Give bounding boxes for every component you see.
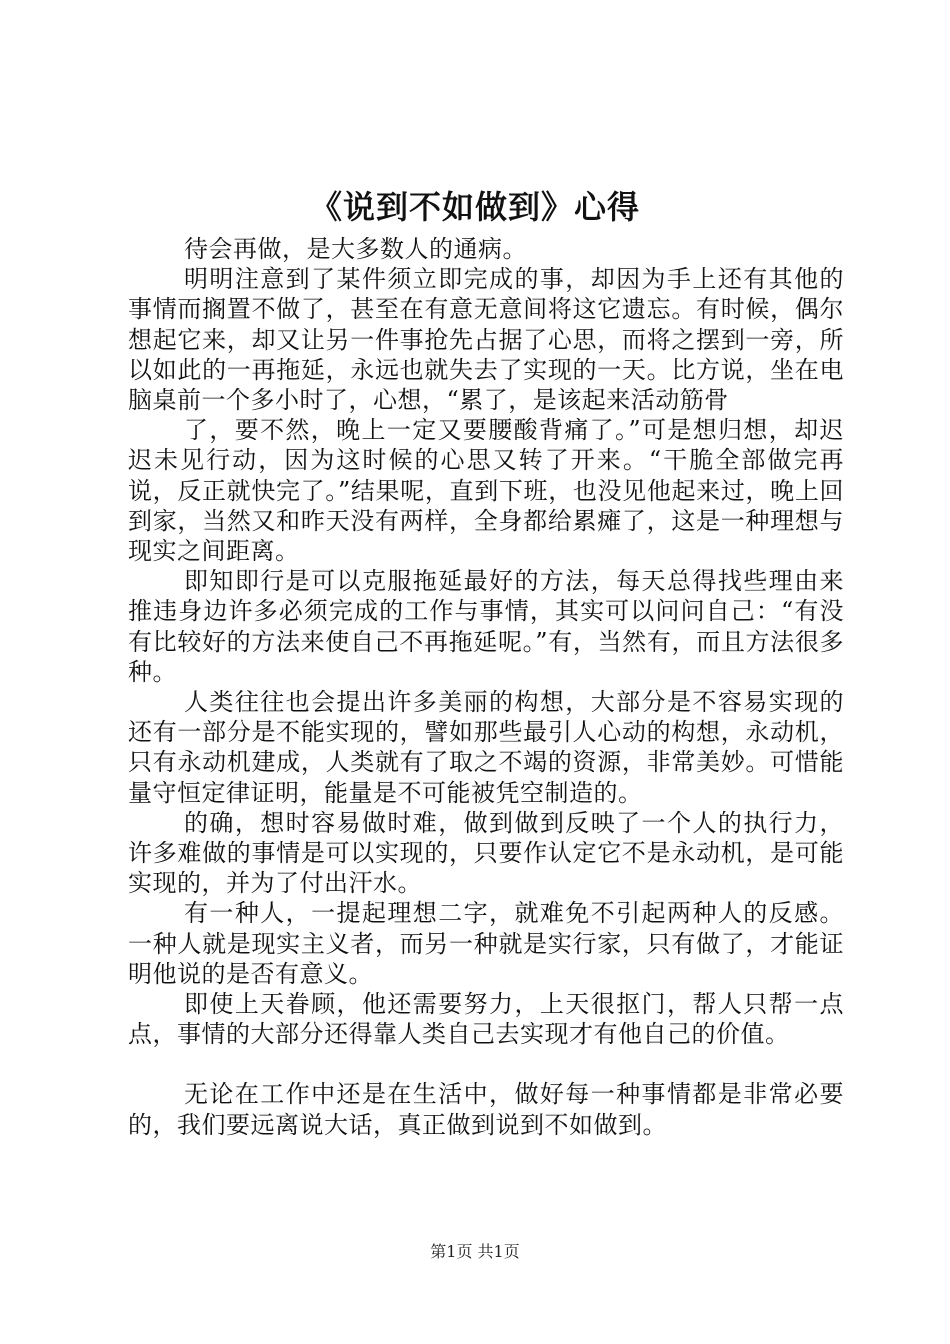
paragraph: 无论在工作中还是在生活中，做好每一种事情都是非常必要的，我们要远离说大话，真正做到说到不如做到。 bbox=[128, 1080, 844, 1139]
page-footer: 第1页 共1页 bbox=[430, 1242, 520, 1261]
paragraph: 明明注意到了某件须立即完成的事，却因为手上还有其他的事情而搁置不做了，甚至在有意无意间将这它遗忘。有时候，偶尔想起它来，却又让另一件事抢先占据了心思，而将之摆到一旁，所以如此的一再拖延，永远也就失去了实现的一天。比方说，坐在电脑桌前一个多小时了，心想，“累了，是该起来活动筋骨 bbox=[128, 265, 844, 415]
document-body bbox=[128, 234, 844, 1140]
paragraph-gap bbox=[128, 1049, 844, 1079]
paragraph: 有一种人，一提起理想二字，就难免不引起两种人的反感。一种人就是现实主义者，而另一种就是实行家，只有做了，才能证明他说的是否有意义。 bbox=[128, 899, 844, 988]
paragraph: 人类往往也会提出许多美丽的构想，大部分是不容易实现的还有一部分是不能实现的，譬如那些最引人心动的构想，永动机，只有永动机建成，人类就有了取之不竭的资源，非常美妙。可惜能量守恒定律证明，能量是不可能被凭空制造的。 bbox=[128, 688, 844, 807]
paragraph: 即知即行是可以克服拖延最好的方法，每天总得找些理由来推违身边许多必须完成的工作与事情，其实可以问问自己：“有没有比较好的方法来使自己不再拖延呢。”有，当然有，而且方法很多种。 bbox=[128, 567, 844, 686]
paragraph: 的确，想时容易做时难，做到做到反映了一个人的执行力，许多难做的事情是可以实现的，只要作认定它不是永动机，是可能实现的，并为了付出汗水。 bbox=[128, 808, 844, 898]
paragraph: 待会再做，是大多数人的通病。 bbox=[184, 235, 527, 263]
document-title: 《说到不如做到》心得 bbox=[309, 188, 640, 226]
paragraph: 即使上天眷顾，他还需要努力，上天很抠门，帮人只帮一点点，事情的大部分还得靠人类自己去实现才有他自己的价值。 bbox=[128, 990, 844, 1049]
paragraph: 了，要不然，晚上一定又要腰酸背痛了。”可是想归想，却迟迟未见行动，因为这时候的心思又转了开来。“干脆全部做完再说，反正就快完了。”结果呢，直到下班，也没见他起来过，晚上回到家，当然又和昨天没有两样，全身都给累瘫了，这是一种理想与现实之间距离。 bbox=[128, 416, 844, 566]
